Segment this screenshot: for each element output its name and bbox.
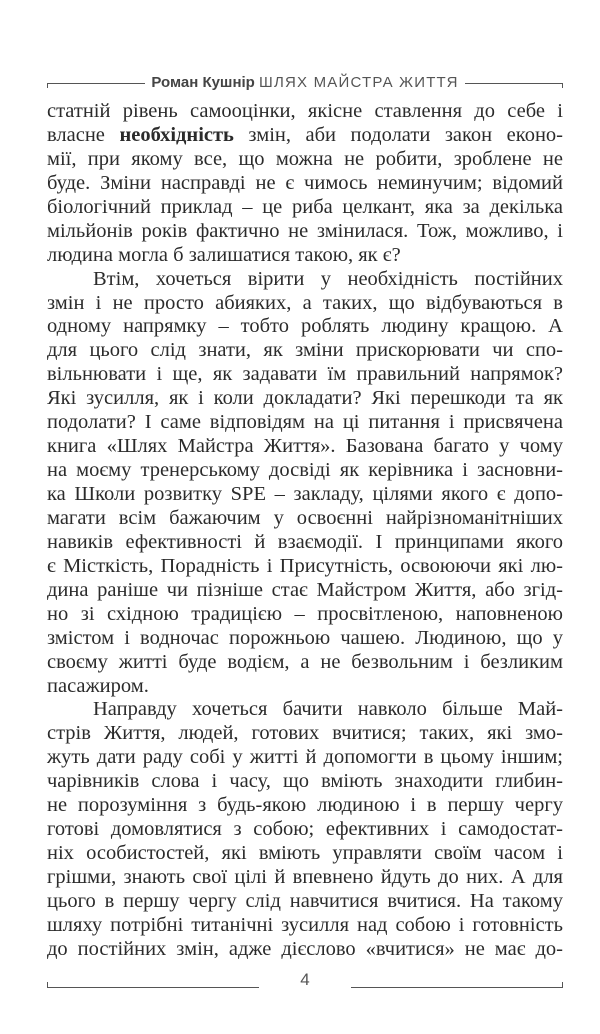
text-line: біологічний приклад – це риба целкант, яка за декілька — [47, 195, 563, 218]
text-line: навиків ефективності й взаємодії. І принципами якого — [47, 530, 563, 553]
text-line: мії, при якому все, що можна не робити, зроблене не — [47, 147, 563, 170]
text-line: Які зусилля, як і коли докладати? Які перешкоди та як — [47, 387, 563, 410]
text-line: людина могла б залишатися такою, як є? — [47, 243, 401, 266]
text-line: одному напрямку – тобто роблять людину кращою. А — [47, 315, 563, 338]
text-segment: власне — [47, 123, 120, 146]
text-line: змістом і водночас порожньою чашею. Людиною, що у — [47, 626, 563, 649]
page-footer — [47, 970, 563, 996]
body-text — [47, 100, 563, 962]
text-line: чарівників слова і часу, що вміють знаходити глибин- — [47, 770, 563, 793]
bold-term: необхідність — [119, 123, 234, 146]
text-line: но зі східною традицією – просвітленою, наповненою — [47, 602, 563, 625]
header-author: Роман Кушнір — [145, 74, 254, 91]
header-title — [47, 72, 563, 94]
header-book-title: ШЛЯХ МАЙСТРА ЖИТТЯ — [259, 74, 465, 91]
text-line: грішми, знають свої цілі й впевнено йдуть до них. А для — [47, 866, 563, 888]
text-line: статній рівень самооцінки, якісне ставлення до себе і — [47, 100, 563, 122]
text-line: цього в першу чергу слід навчитися вчитися. На такому — [47, 889, 563, 912]
text-line: дина раніше чи пізніше стає Майстром Життя, або згід- — [47, 578, 563, 601]
text-line: мільйонів років фактично не змінилася. Тож, можливо, і — [47, 219, 563, 242]
text-line: вільнювати і ще, як задавати їм правильний напрямок? — [47, 363, 563, 386]
text-line: готові домовлятися з собою; ефективних і самодостат- — [47, 818, 563, 841]
text-line: є Місткість, Порадність і Присутність, освоюючи які лю- — [47, 554, 563, 577]
text-line: магати всім бажаючим у освоєнні найрізноманітніших — [47, 506, 563, 529]
text-line: до постійних змін, адже дієслово «вчитися» не має до- — [47, 937, 563, 960]
text-line: Направду хочеться бачити навколо більше Май- — [93, 698, 563, 721]
text-line: пасажиром. — [47, 674, 149, 697]
text-line: буде. Зміни насправді не є чимось неминучим; відомий — [47, 171, 563, 194]
text-line: стрів Життя, людей, готових вчитися; таких, які змо- — [47, 722, 563, 745]
text-line: на моєму тренерському досвіді як керівника і засновни- — [47, 459, 563, 482]
page-number: 4 — [300, 970, 310, 989]
text-line: Втім, хочеться вірити у необхідність постійних — [93, 267, 563, 290]
text-line: жуть дати раду собі у житті й допомогти в цьому іншим; — [47, 746, 563, 769]
text-line: для цього слід знати, як зміни прискорювати чи спо- — [47, 339, 563, 362]
text-line: змін і не просто абияких, а таких, що відбуваються в — [47, 291, 563, 314]
text-line: своєму житті буде водієм, а не безвольним і безликим — [47, 650, 563, 673]
text-line — [47, 124, 563, 148]
text-segment: змін, аби подолати закон еконо- — [233, 123, 563, 146]
text-line: ніх особистостей, які вміють управляти своїм часом і — [47, 842, 563, 865]
text-line: подолати? І саме відповідям на ці питання і присвячена — [47, 411, 563, 434]
text-line: книга «Шлях Майстра Життя». Базована багато у чому — [47, 435, 563, 458]
text-line: шляху потрібні титанічні зусилля над собою і готовність — [47, 913, 563, 936]
running-header — [47, 72, 563, 94]
text-line: ка Школи розвитку SPE – закладу, цілями якого є допо- — [47, 483, 563, 505]
text-line: не порозуміння з будь-якою людиною і в першу чергу — [47, 794, 563, 817]
